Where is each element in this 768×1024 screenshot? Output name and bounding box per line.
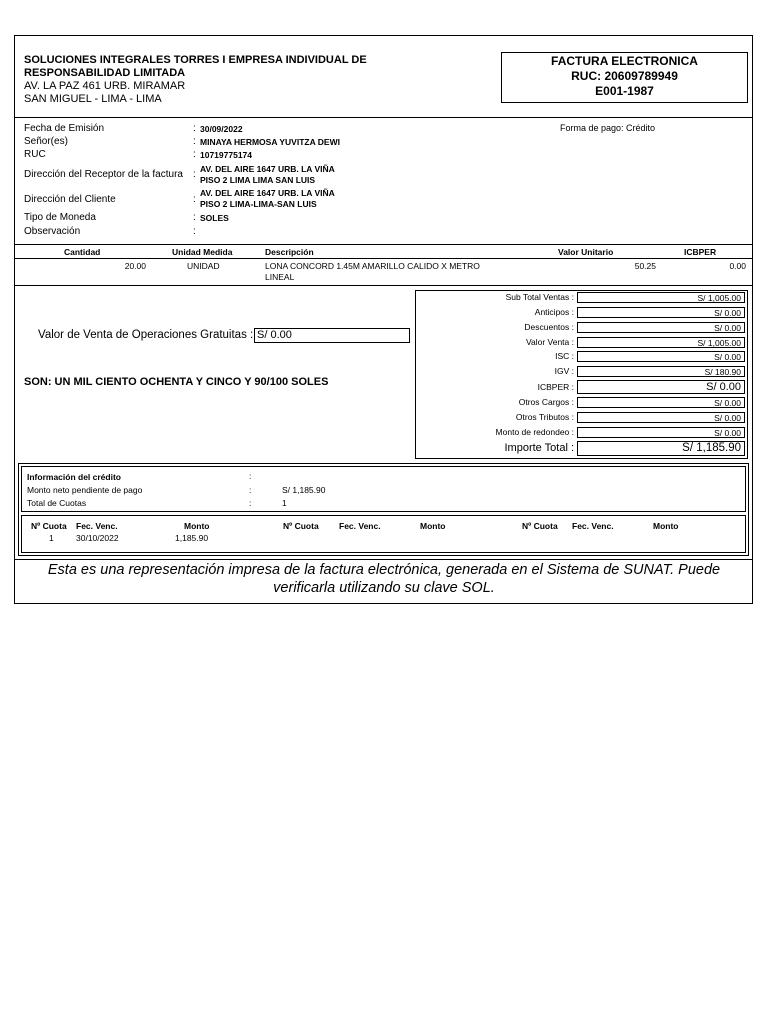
gratuitas-value: S/ 0.00 [254, 328, 410, 343]
invoice-ruc: RUC: 20609789949 [571, 69, 678, 83]
dir-cliente-value-1: AV. DEL AIRE 1647 URB. LA VIÑA [200, 188, 335, 198]
header-n-cuota: Nº Cuota [522, 521, 558, 531]
total-label: Monto de redondeo : [495, 427, 574, 437]
issuer-name-line2: RESPONSABILIDAD LIMITADA [24, 67, 186, 79]
credit-cuotas-value: 1 [282, 498, 287, 508]
divider [14, 244, 753, 245]
colon: : [193, 212, 196, 223]
total-value: S/ 0.00 [577, 412, 745, 423]
dir-receptor-value-1: AV. DEL AIRE 1647 URB. LA VIÑA [200, 164, 335, 174]
amount-in-words: SON: UN MIL CIENTO OCHENTA Y CINCO Y 90/100 SOLES [24, 376, 329, 388]
cell-valor-unitario: 50.25 [634, 261, 656, 271]
issuer-address-line2: SAN MIGUEL - LIMA - LIMA [24, 93, 162, 105]
dir-receptor-label: Dirección del Receptor de la factura [24, 169, 183, 180]
header-cantidad: Cantidad [64, 247, 101, 257]
cuota-monto: 1,185.90 [175, 533, 209, 543]
dir-cliente-label: Dirección del Cliente [24, 194, 116, 205]
colon: : [249, 498, 252, 508]
total-label: IGV : [554, 366, 574, 376]
cell-descripcion-1: LONA CONCORD 1.45M AMARILLO CALIDO X METRO [265, 261, 480, 271]
divider [14, 258, 753, 259]
total-value: S/ 0.00 [577, 380, 745, 394]
header-fec-venc: Fec. Venc. [572, 521, 614, 531]
dir-receptor-value-2: PISO 2 LIMA LIMA SAN LUIS [200, 175, 316, 185]
header-fec-venc: Fec. Venc. [339, 521, 381, 531]
moneda-value: SOLES [200, 213, 229, 223]
header-monto: Monto [420, 521, 446, 531]
colon: : [193, 194, 196, 205]
invoice-title: FACTURA ELECTRONICA [551, 54, 698, 68]
total-value: S/ 1,185.90 [577, 441, 745, 456]
total-label: ICBPER : [537, 382, 574, 392]
total-value: S/ 0.00 [577, 397, 745, 408]
header-valor-unitario: Valor Unitario [558, 247, 614, 257]
colon: : [249, 471, 252, 481]
header-n-cuota: Nº Cuota [283, 521, 319, 531]
credit-monto-value: S/ 1,185.90 [282, 485, 326, 495]
colon: : [193, 226, 196, 237]
colon: : [193, 169, 196, 180]
footer-line-1: Esta es una representación impresa de la factura electrónica, generada en el Sistema de SUNAT. Puede [47, 562, 721, 578]
senor-value: MINAYA HERMOSA YUVITZA DEWI [200, 137, 340, 147]
total-value: S/ 180.90 [577, 366, 745, 377]
cuotas-box [21, 515, 746, 553]
forma-pago: Forma de pago: Crédito [560, 123, 656, 133]
moneda-label: Tipo de Moneda [24, 212, 96, 223]
total-value: S/ 1,005.00 [577, 292, 745, 303]
fecha-label: Fecha de Emisión [24, 123, 105, 134]
colon: : [249, 485, 252, 495]
total-value: S/ 0.00 [577, 427, 745, 438]
issuer-block [24, 54, 494, 106]
issuer-name-line1: SOLUCIONES INTEGRALES TORRES I EMPRESA INDIVIDUAL DE [24, 54, 367, 66]
header-monto: Monto [184, 521, 210, 531]
dir-cliente-value-2: PISO 2 LIMA-LIMA-SAN LUIS [200, 199, 317, 209]
total-label: Descuentos : [524, 322, 574, 332]
footer-line-2: verificarla utilizando su clave SOL. [273, 580, 495, 596]
total-label: Sub Total Ventas : [505, 292, 574, 302]
header-n-cuota: Nº Cuota [31, 521, 67, 531]
header-unidad: Unidad Medida [172, 247, 233, 257]
invoice-id-box [501, 52, 748, 103]
cell-cantidad: 20.00 [124, 261, 146, 271]
credit-cuotas-label: Total de Cuotas [27, 498, 87, 508]
cuota-numero: 1 [49, 533, 54, 543]
header-icbper: ICBPER [684, 247, 717, 257]
divider [14, 117, 753, 118]
total-value: S/ 0.00 [577, 351, 745, 362]
cell-unidad: UNIDAD [187, 261, 220, 271]
cuota-fecha: 30/10/2022 [76, 533, 119, 543]
issuer-address-line1: AV. LA PAZ 461 URB. MIRAMAR [24, 80, 186, 92]
divider [14, 285, 753, 286]
credit-title: Información del crédito [27, 472, 121, 482]
senor-label: Señor(es) [24, 136, 68, 147]
total-label: ISC : [555, 351, 574, 361]
divider [14, 559, 753, 560]
total-value: S/ 0.00 [577, 322, 745, 333]
total-label: Importe Total : [504, 442, 574, 454]
header-fec-venc: Fec. Venc. [76, 521, 118, 531]
invoice-number: E001-1987 [595, 84, 654, 98]
cell-descripcion-2: LINEAL [265, 272, 295, 282]
colon: : [193, 149, 196, 160]
total-label: Otros Cargos : [518, 397, 574, 407]
colon: : [193, 123, 196, 134]
colon: : [193, 136, 196, 147]
header-descripcion: Descripción [265, 247, 314, 257]
credit-monto-label: Monto neto pendiente de pago [27, 485, 143, 495]
footer-note [20, 561, 748, 597]
total-value: S/ 0.00 [577, 307, 745, 318]
cell-icbper: 0.00 [729, 261, 746, 271]
observacion-label: Observación [24, 226, 81, 237]
ruc-label: RUC [24, 149, 46, 160]
total-label: Otros Tributos : [515, 412, 574, 422]
header-monto: Monto [653, 521, 679, 531]
gratuitas-label: Valor de Venta de Operaciones Gratuitas : [38, 329, 254, 341]
total-label: Valor Venta : [525, 337, 574, 347]
ruc-value: 10719775174 [200, 150, 253, 160]
fecha-value: 30/09/2022 [200, 124, 243, 134]
total-value: S/ 1,005.00 [577, 337, 745, 348]
total-label: Anticipos : [534, 307, 574, 317]
